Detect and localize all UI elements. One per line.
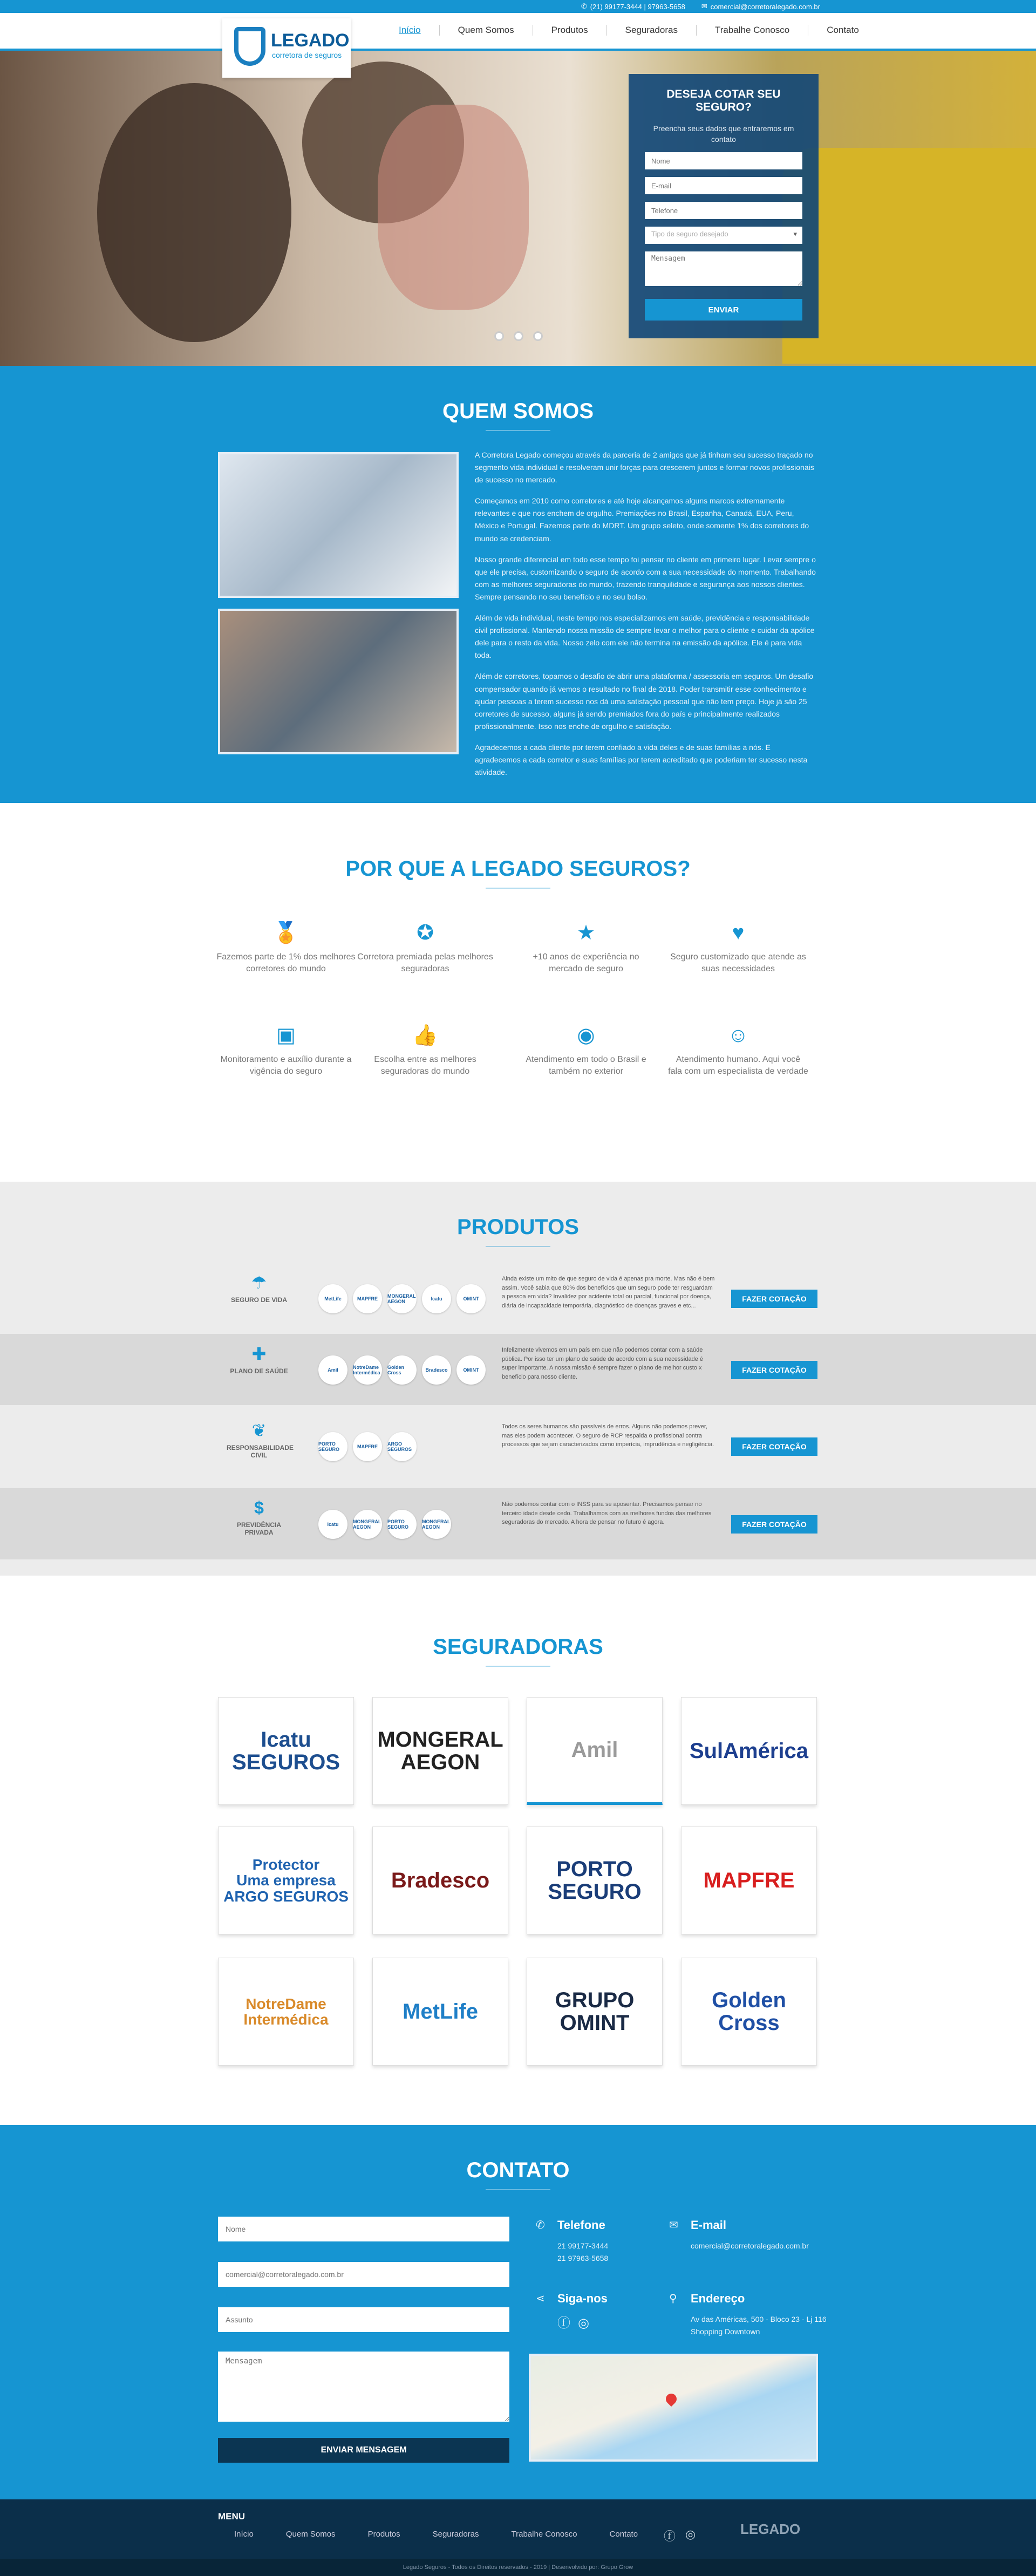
envelope-icon: ✉ — [669, 2219, 678, 2231]
insurer-card[interactable] — [218, 1827, 354, 1934]
nav-item-seguradoras[interactable]: Seguradoras — [607, 25, 697, 36]
footer-copyright: Legado Seguros - Todos os Direitos reservados - 2019 | Desenvolvido por: Grupo Grow — [0, 2559, 1036, 2576]
nav-item-trabalhe-conosco[interactable]: Trabalhe Conosco — [697, 25, 808, 36]
globe-icon: ◉ — [577, 1024, 595, 1047]
care-hand-icon: ♥ — [732, 922, 745, 944]
slider-dot[interactable] — [514, 331, 523, 341]
email-info: ✉ comercial@corretoralegado.com.br — [701, 2, 820, 11]
product-description: Infelizmente vivemos em um país em que não podemos contar com a saúde pública. Por isso ter um plano de saúde de acordo com a sua necessidade é super importante. A nossa missão é sempre fazer o plano de melhor custo x benefício para nosso cliente. — [502, 1347, 704, 1380]
product-description: Não podemos contar com o INSS para se aposentar. Precisamos pensar no terceiro idade desde cedo. Trabalhamos com as melhores fundos das melhores seguradoras do mercado. A hora de pensar no futuro é agora. — [502, 1501, 712, 1525]
product-insurer-logo: PORTO SEGURO — [318, 1432, 347, 1461]
products-title: PRODUTOS — [0, 1182, 1036, 1247]
insurer-logo: Amil — [571, 1738, 618, 1762]
footer-social — [664, 2527, 696, 2544]
quote-phone-input[interactable] — [645, 202, 802, 219]
facebook-icon[interactable]: ⓕ — [557, 2316, 570, 2331]
quote-button[interactable]: FAZER COTAÇÃO — [731, 1290, 817, 1308]
insurer-logo: MONGERAL AEGON — [377, 1728, 503, 1774]
nav-item-contato[interactable]: Contato — [827, 25, 859, 35]
about-photo-team — [218, 609, 459, 754]
about-paragraph: Além de corretores, topamos o desafio de abrir uma plataforma / assessoria em seguros. Um desafio compensador quando já vemos o resultado no final de 2018. Poder transmitir esse conhecimento e ajudar pessoas a terem sucesso nos dá uma satisfação pessoal que não tem preço. Hoje já são 25 corretores de sucesso, alguns já sendo premiados fora do país e principalmente realizados profissionalmente. Isso nos enche de orgulho e satisfação. — [475, 672, 814, 731]
product-category — [227, 1498, 291, 1536]
address-line: Shopping Downtown — [691, 2327, 760, 2336]
about-paragraph: A Corretora Legado começou através da parceria de 2 amigos que já tinham seu sucesso traçado no segmento vida individual e resolveram unir forças para crescerem juntos e formar novos profissionais de sucesso no mercado. — [475, 451, 814, 485]
insurer-logo: MAPFRE — [703, 1869, 795, 1892]
medal-icon: 🏅 — [273, 922, 299, 944]
feature-item — [216, 1021, 356, 1078]
contact-section — [0, 2125, 1036, 2499]
product-insurer-logo: MetLife — [318, 1284, 347, 1313]
quote-button[interactable]: FAZER COTAÇÃO — [731, 1361, 817, 1379]
phone-number[interactable]: 21 99177-3444 — [557, 2241, 609, 2251]
product-insurer-logo: OMINT — [456, 1355, 486, 1385]
envelope-icon: ✉ — [701, 2, 707, 10]
insurers-section — [0, 1576, 1036, 2125]
product-insurer-logo: Bradesco — [422, 1355, 451, 1385]
product-insurer-logos — [318, 1432, 417, 1461]
phone-number[interactable]: 21 97963-5658 — [557, 2253, 609, 2262]
product-insurer-logo: PORTO SEGURO — [387, 1510, 417, 1539]
life-insurance-icon: ☂ — [251, 1273, 267, 1292]
support-agent-icon: ☺ — [727, 1024, 749, 1047]
footer-menu — [218, 2530, 654, 2539]
address-label: Endereço — [691, 2292, 745, 2305]
insurer-card[interactable] — [681, 1958, 817, 2066]
feature-text: Corretora premiada pelas melhores seguradoras — [357, 952, 493, 974]
insurer-logo: GRUPO OMINT — [555, 1988, 635, 2035]
logo-mark-icon — [234, 27, 265, 66]
insurer-card[interactable] — [681, 1697, 817, 1805]
quote-button[interactable]: FAZER COTAÇÃO — [731, 1437, 817, 1456]
footer — [0, 2499, 1036, 2576]
footer-link-trabalhe-conosco[interactable]: Trabalhe Conosco — [511, 2530, 577, 2539]
why-title: POR QUE A LEGADO SEGUROS? — [0, 803, 1036, 889]
phone-icon: ✆ — [536, 2219, 545, 2231]
product-insurer-logo: Icatu — [422, 1284, 451, 1313]
whatsapp-icon: ✆ — [581, 2, 587, 10]
feature-text: Escolha entre as melhores seguradoras do mundo — [374, 1055, 476, 1076]
quote-message-input[interactable] — [645, 251, 802, 286]
feature-item — [355, 919, 495, 976]
product-insurer-logo: MAPFRE — [353, 1432, 382, 1461]
social-label: Siga-nos — [557, 2292, 608, 2305]
slider-dot[interactable] — [533, 331, 543, 341]
product-insurer-logo: Golden Cross — [387, 1355, 417, 1385]
insurer-logo: NotreDame Intermédica — [243, 1995, 329, 2028]
contact-submit-button[interactable]: ENVIAR MENSAGEM — [218, 2438, 509, 2463]
footer-logo[interactable]: LEGADO — [740, 2521, 801, 2537]
footer-link-inicio[interactable]: Início — [234, 2530, 254, 2539]
product-row — [0, 1410, 1036, 1482]
about-paragraph: Nosso grande diferencial em todo esse tempo foi pensar no cliente em primeiro lugar. Levar sempre o que ele precisa, customizando o seguro de acordo com a sua necessidade do momento. Trabalhando com as melhores seguradoras do mundo, trazendo tranquilidade e segurança aos nossos clientes. Sempre pensando no seu benefício e no seu bolso. — [475, 555, 816, 601]
product-category — [227, 1420, 294, 1459]
about-paragraph: Agradecemos a cada cliente por terem confiado a vida deles e de suas famílias a nós. E agradecemos a cada corretor e suas famílias por terem acreditado que poderiam ter sucesso nesta atividade. — [475, 742, 808, 777]
share-icon: ⋖ — [536, 2293, 545, 2305]
hero-photo — [97, 83, 291, 342]
product-insurer-logo: MONGERAL AEGON — [353, 1510, 382, 1539]
product-category — [227, 1272, 291, 1304]
footer-menu-title: MENU — [218, 2511, 246, 2522]
phone-label: Telefone — [557, 2218, 605, 2232]
product-name: PREVIDÊNCIA PRIVADA — [236, 1521, 281, 1536]
contact-title: CONTATO — [0, 2125, 1036, 2190]
insurer-card[interactable] — [527, 1697, 663, 1805]
insurer-card[interactable] — [372, 1697, 508, 1805]
insurer-logo: Protector Uma empresa ARGO SEGUROS — [223, 1856, 349, 1905]
product-row — [0, 1488, 1036, 1559]
contact-address-block — [669, 2289, 827, 2338]
product-insurer-logo: MONGERAL AEGON — [422, 1510, 451, 1539]
feature-text: Monitoramento e auxílio durante a vigência do seguro — [220, 1055, 352, 1076]
product-insurer-logo: NotreDame Intermédica — [353, 1355, 382, 1385]
product-insurer-logo: MONGERAL AEGON — [387, 1284, 417, 1313]
product-category — [227, 1344, 291, 1375]
hero-photo-shape — [782, 148, 1036, 364]
insurer-card[interactable] — [372, 1958, 508, 2066]
insurer-logo: Bradesco — [391, 1869, 490, 1892]
insurer-card[interactable] — [218, 1697, 354, 1805]
nav-item-produtos[interactable]: Produtos — [533, 25, 607, 36]
feature-text: Seguro customizado que atende as suas necessidades — [670, 952, 806, 974]
main-nav — [0, 13, 1036, 59]
quote-type-select[interactable]: Tipo de seguro desejado ▾ — [645, 227, 802, 244]
feature-item — [516, 1021, 656, 1078]
quote-subtitle: Preencha seus dados que entraremos em contato — [653, 124, 794, 144]
map-pin-icon: ⚲ — [669, 2293, 677, 2305]
product-insurer-logo: OMINT — [456, 1284, 486, 1313]
product-insurer-logos — [318, 1284, 486, 1313]
insurer-card[interactable] — [527, 1958, 663, 2066]
product-insurer-logo: Icatu — [318, 1510, 347, 1539]
product-insurer-logo: ARGO SEGUROS — [387, 1432, 417, 1461]
product-insurer-logo: MAPFRE — [353, 1284, 382, 1313]
insurer-card[interactable] — [218, 1958, 354, 2066]
contact-social-block — [536, 2289, 608, 2334]
insurer-logo: PORTO SEGURO — [548, 1857, 642, 1904]
instagram-icon[interactable]: ◎ — [685, 2527, 696, 2541]
quote-submit-button[interactable]: ENVIAR — [645, 299, 802, 321]
email-address[interactable]: comercial@corretoralegado.com.br — [691, 2241, 809, 2251]
contact-email-input[interactable] — [218, 2262, 509, 2287]
product-row — [0, 1334, 1036, 1405]
footer-link-quem-somos[interactable]: Quem Somos — [285, 2530, 336, 2539]
quote-form — [629, 74, 819, 338]
contact-subject-input[interactable] — [218, 2307, 509, 2332]
hero-photo-shape — [378, 105, 529, 310]
products-section — [0, 1182, 1036, 1576]
site-logo[interactable] — [222, 18, 351, 78]
insurer-card[interactable] — [527, 1827, 663, 1934]
nav-item-inicio[interactable]: Início — [380, 25, 440, 36]
hero-slider — [0, 51, 1036, 366]
product-row — [0, 1263, 1036, 1334]
instagram-icon[interactable]: ◎ — [578, 2316, 589, 2331]
feature-item — [516, 919, 656, 976]
award-icon: ✪ — [417, 922, 434, 944]
feature-item — [668, 1021, 808, 1078]
logo-subtitle: corretora de seguros — [272, 51, 342, 59]
insurer-logo: Icatu SEGUROS — [231, 1728, 340, 1774]
insurers-title: SEGURADORAS — [0, 1576, 1036, 1667]
logo-name: LEGADO — [271, 30, 350, 51]
experience-icon: ★ — [576, 922, 596, 944]
facebook-icon[interactable]: ⓕ — [664, 2530, 676, 2543]
product-insurer-logos — [318, 1510, 451, 1539]
civil-liability-icon: ❦ — [251, 1421, 267, 1440]
nav-item-quem-somos[interactable]: Quem Somos — [440, 25, 533, 36]
why-section — [0, 803, 1036, 1182]
quote-email-input[interactable] — [645, 177, 802, 194]
about-text — [475, 449, 818, 787]
map-marker-icon — [664, 2391, 679, 2407]
footer-link-produtos[interactable]: Produtos — [367, 2530, 400, 2539]
slider-dots — [494, 331, 543, 341]
product-insurer-logos — [318, 1355, 486, 1385]
quote-button[interactable]: FAZER COTAÇÃO — [731, 1515, 817, 1534]
feature-text: Atendimento humano. Aqui você fala com um especialista de verdade — [668, 1055, 808, 1076]
footer-link-contato[interactable]: Contato — [609, 2530, 638, 2539]
address-line: Av das Américas, 500 - Bloco 23 - Lj 116 — [691, 2315, 827, 2324]
nav-menu — [380, 25, 877, 36]
feature-item — [355, 1021, 495, 1078]
pension-icon: $ — [254, 1498, 264, 1517]
email-label: E-mail — [691, 2218, 727, 2232]
feature-item — [216, 919, 356, 976]
feature-text: Fazemos parte de 1% dos melhores corretores do mundo — [216, 952, 356, 974]
insurer-card[interactable] — [372, 1827, 508, 1934]
monitoring-icon: ▣ — [276, 1024, 296, 1047]
about-section — [0, 366, 1036, 803]
about-paragraph: Começamos em 2010 como corretores e até hoje alcançamos alguns marcos extremamente relevantes e que nos enchem de orgulho. Premiações no Brasil, Espanha, Canadá, EUA, Peru, México e Portugal. Fazemos parte do MDRT. Um grupo seleto, onde somente 1% dos corretores do mundo se credenciam. — [475, 496, 809, 543]
insurer-card[interactable] — [681, 1827, 817, 1934]
product-description: Ainda existe um mito de que seguro de vida é apenas pra morte. Mas não é bem assim. Você sabia que 80% dos benefícios que um seguro pode ter resguardam a pessoa em vida? Invalidez por acidente total ou parcial, funcional por doença, diária de incapacidade temporária, diagnóstico de doenças graves e etc... — [502, 1276, 715, 1309]
insurer-logo: MetLife — [403, 2000, 478, 2023]
about-title: QUEM SOMOS — [0, 366, 1036, 431]
thumbs-up-icon: 👍 — [412, 1024, 438, 1047]
quote-title: DESEJA COTAR SEU SEGURO? — [666, 88, 781, 113]
insurer-logo: SulAmérica — [689, 1739, 809, 1763]
about-photo-office — [218, 452, 459, 598]
product-name: SEGURO DE VIDA — [230, 1296, 287, 1304]
contact-name-input[interactable] — [218, 2217, 509, 2241]
feature-item — [668, 919, 808, 976]
phone-info: ✆ (21) 99177-3444 | 97963-5658 — [581, 2, 685, 11]
top-bar — [0, 0, 1036, 13]
contact-phone-block — [536, 2216, 609, 2264]
product-name: PLANO DE SAÚDE — [230, 1367, 288, 1375]
quote-name-input[interactable] — [645, 152, 802, 169]
about-paragraph: Além de vida individual, neste tempo nos especializamos em saúde, previdência e responsabilidade civil profissional. Mantendo nossa missão de sempre levar o melhor para o cliente e cuidar da apólice dele para o resto da vida. Nosso zelo com ele não termina na emissão da apólice. Ele é para vida toda. — [475, 614, 815, 660]
feature-text: Atendimento em todo o Brasil e também no exterior — [526, 1055, 646, 1076]
contact-email-block — [669, 2216, 809, 2252]
product-name: RESPONSABILIDADE CIVIL — [227, 1444, 294, 1459]
product-description: Todos os seres humanos são passíveis de erros. Alguns não podemos prever, mas eles podem acontecer. O seguro de RCP respalda o profissional contra processos que sejam caracterizados como imperícia, imprudência e negligência. — [502, 1423, 714, 1448]
footer-link-seguradoras[interactable]: Seguradoras — [432, 2530, 479, 2539]
insurer-logo: Golden Cross — [712, 1988, 786, 2035]
location-map[interactable] — [529, 2354, 818, 2462]
feature-text: +10 anos de experiência no mercado de seguro — [533, 952, 639, 974]
health-plan-icon: ✚ — [251, 1344, 267, 1364]
product-insurer-logo: Amil — [318, 1355, 347, 1385]
slider-dot[interactable] — [494, 331, 504, 341]
contact-message-input[interactable] — [218, 2352, 509, 2422]
